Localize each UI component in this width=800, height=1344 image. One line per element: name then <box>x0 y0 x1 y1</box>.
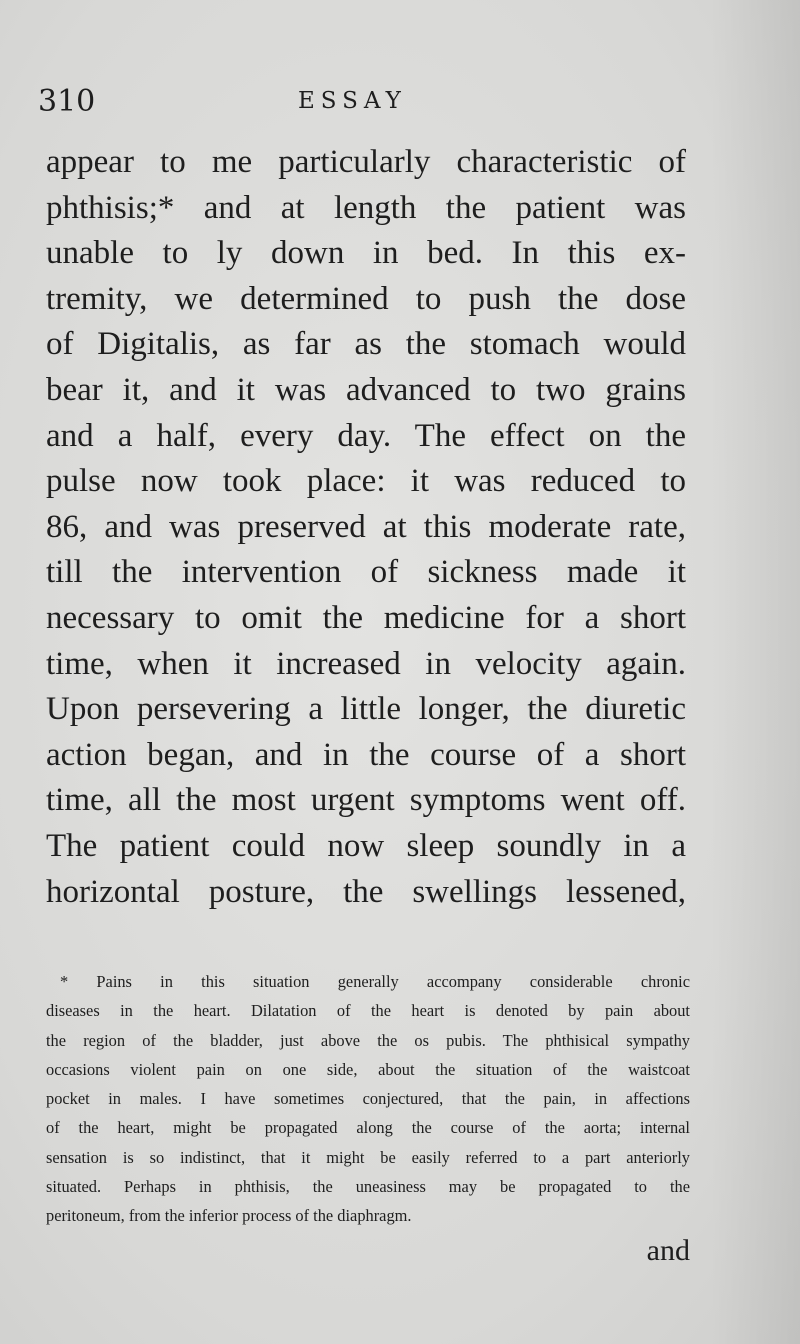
body-line: of Digitalis, as far as the stomach would <box>46 326 686 363</box>
body-line: pulse now took place: it was reduced to <box>46 463 686 500</box>
footnote-line: sensation is so indistinct, that it might be easily referred to a part anteriorly <box>46 1147 690 1167</box>
running-head: ESSAY <box>298 88 407 114</box>
body-line: unable to ly down in bed. In this ex- <box>46 235 686 272</box>
body-line: till the intervention of sickness made it <box>46 554 686 591</box>
footnote-line: situated. Perhaps in phthisis, the uneasiness may be propagated to the <box>46 1177 690 1197</box>
body-line: tremity, we determined to push the dose <box>46 280 686 317</box>
body-line: 86, and was preserved at this moderate rate, <box>46 508 686 545</box>
footnote-line: pocket in males. I have sometimes conjectured, that the pain, in affections <box>46 1089 690 1109</box>
page-header <box>38 84 758 124</box>
body-line: horizontal posture, the swellings lessened, <box>46 873 686 910</box>
body-line: phthisis;* and at length the patient was <box>46 189 686 226</box>
body-line: bear it, and it was advanced to two grains <box>46 371 686 408</box>
footnote-line: * Pains in this situation generally accompany considerable chronic <box>60 972 690 991</box>
page-edge-shadow <box>710 0 800 1344</box>
body-line: Upon persevering a little longer, the diuretic <box>46 691 686 728</box>
body-line: time, when it increased in velocity again. <box>46 645 686 682</box>
page-number: 310 <box>38 84 96 119</box>
body-line: and a half, every day. The effect on the <box>46 417 686 454</box>
footnote-line: of the heart, might be propagated along the course of the aorta; internal <box>46 1118 690 1138</box>
footnote-line: peritoneum, from the inferior process of the diaphragm. <box>46 1206 412 1226</box>
footnote-line: occasions violent pain on one side, about the situation of the waistcoat <box>46 1059 690 1079</box>
body-line: The patient could now sleep soundly in a <box>46 827 686 864</box>
body-text <box>46 140 686 915</box>
footnote-line: diseases in the heart. Dilatation of the heart is denoted by pain about <box>46 1001 690 1021</box>
footnote <box>46 967 690 1231</box>
footnote-line: the region of the bladder, just above the os pubis. The phthisical sympathy <box>46 1030 690 1050</box>
body-line: necessary to omit the medicine for a short <box>46 599 686 636</box>
body-line: appear to me particularly characteristic of <box>46 144 686 180</box>
catchword: and <box>646 1234 690 1267</box>
body-line: action began, and in the course of a short <box>46 736 686 773</box>
body-line: time, all the most urgent symptoms went off. <box>46 782 686 819</box>
